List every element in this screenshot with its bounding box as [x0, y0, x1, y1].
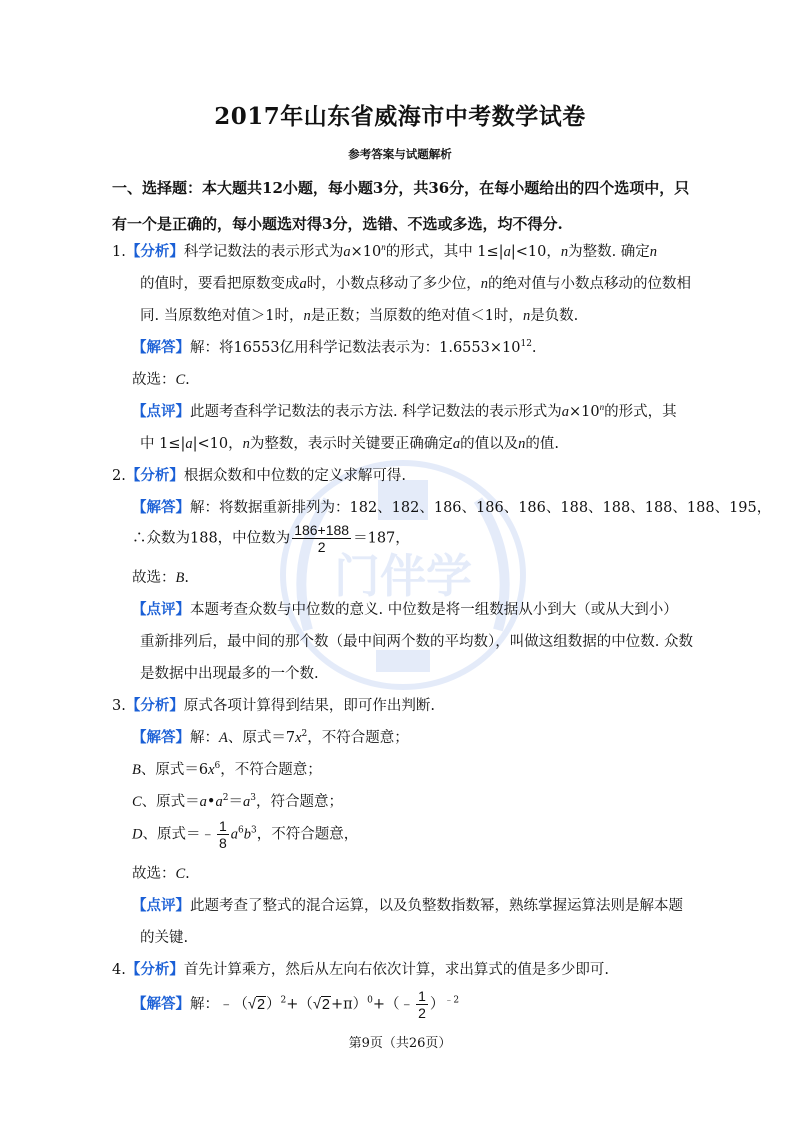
q3-comment-line-2: 的关键. — [140, 930, 189, 946]
text-run: 的绝对值与小数点移动的位数相 — [488, 276, 691, 292]
text-run: 故选： — [132, 570, 176, 586]
text-run: . — [185, 372, 190, 388]
text-run: 故选： — [132, 372, 176, 388]
text-run: 为整数，表示时关键要正确确定 — [249, 436, 453, 452]
q3-choice-line — [132, 862, 190, 883]
radicand: 2 — [321, 996, 330, 1013]
sqrt-expression: √2 — [312, 996, 330, 1013]
text-run: . — [184, 570, 189, 586]
exponent: 3 — [251, 825, 257, 836]
q2-answer-line-2 — [132, 522, 410, 555]
comment-tag: 【点评】 — [132, 601, 190, 618]
fraction-denominator: 8 — [218, 835, 227, 851]
math-var: b — [243, 826, 252, 843]
text-run: 故选： — [132, 866, 176, 882]
text-run: ，不符合题意； — [220, 762, 322, 778]
q1-comment-line-1: 【点评】此题考查科学记数法的表示方法. 科学记数法的表示形式为$a\times 10^n$的形式，其 — [132, 402, 677, 420]
q1-analysis-line-2 — [140, 272, 691, 293]
q1-answer-line — [132, 336, 537, 357]
text-run: 、原式＝ — [141, 794, 200, 810]
math-var: n — [560, 244, 569, 260]
q3-answer-a-line — [132, 726, 409, 747]
choice-letter: B — [175, 570, 185, 586]
math-var: a — [503, 244, 511, 260]
text-run: 根据众数和中位数的定义求解可得. — [183, 468, 406, 484]
option-letter: A — [219, 730, 228, 746]
text-run: |<10， — [510, 244, 561, 260]
text-run: 中 1≤| — [140, 436, 186, 452]
comment-tag: 【点评】 — [132, 403, 190, 420]
q4-analysis-line — [112, 958, 609, 979]
q3-analysis-line — [112, 694, 435, 715]
math-var: n — [381, 242, 386, 252]
text-run: 时，小数点移动了多少位， — [306, 276, 481, 292]
text-run: 的值. — [525, 436, 559, 452]
option-letter: C — [132, 794, 142, 810]
exponent: 0 — [367, 995, 373, 1006]
fraction-numerator: 186+188 — [294, 522, 350, 538]
math-var: x — [295, 730, 302, 746]
text-run: . — [185, 866, 190, 882]
exponent: ﹣2 — [444, 995, 460, 1006]
math-var: a — [199, 794, 207, 810]
fraction-denominator: 2 — [418, 1005, 426, 1021]
exponent: 3 — [250, 793, 256, 803]
text-run: ＝187， — [353, 530, 410, 547]
choice-letter: C — [175, 372, 186, 388]
sqrt-expression: √2 — [248, 996, 266, 1013]
q4-answer-line — [132, 988, 459, 1021]
text-run: ，不符合题意， — [256, 826, 359, 843]
section-header: 一、选择题：本大题共12小题，每小题3分，共36分，在每小题给出的四个选项中，只有一个是正确的，每小题选对得3分，选错、不选或多选，均不得分. — [112, 179, 690, 233]
text-run: 此题考查科学记数法的表示方法. 科学记数法的表示形式为 — [190, 404, 562, 420]
text-run: 、原式＝7 — [227, 730, 296, 746]
math-var: a — [452, 436, 461, 452]
text-run: +π） — [330, 996, 368, 1013]
text-run: 是负数. — [530, 308, 579, 324]
answer-tag: 【解答】 — [132, 499, 190, 516]
text-run: . — [531, 340, 537, 356]
exponent: 6 — [214, 761, 221, 771]
text-run: 的值时，要看把原数变成 — [140, 276, 300, 292]
text-run: ，符合题意； — [255, 794, 343, 810]
q3-comment-line-1 — [132, 894, 683, 915]
exponent: 6 — [238, 825, 244, 836]
text-run: 本题考查众数与中位数的意义. 中位数是将一组数据从小到大（或从大到小） — [190, 602, 678, 618]
math-var: n — [242, 436, 250, 452]
question-number: 3. — [112, 698, 126, 714]
page-footer: 第9页（共26页） — [348, 1036, 452, 1051]
text-run: 解：将数据重新排列为：182、182、186、186、186、188、188、188、188、195， — [190, 500, 772, 516]
math-var: n — [518, 436, 526, 452]
math-var: a — [561, 404, 569, 420]
math-var: n — [522, 308, 531, 324]
math-var: n — [480, 276, 488, 292]
math-var: x — [208, 762, 215, 778]
math-var: n — [599, 402, 605, 412]
analysis-tag: 【分析】 — [125, 243, 184, 260]
q1-analysis-line-1: 1.【分析】科学记数法的表示形式为$a\times 10^n$的形式，其中 1≤|a|<10，n为整数. 确定n — [112, 242, 658, 260]
exponent: 2 — [222, 793, 229, 803]
text-run: 为整数. 确定 — [568, 244, 650, 260]
q3-answer-d-line — [132, 818, 358, 851]
coefficient-fraction — [217, 818, 229, 851]
choice-letter: C — [175, 866, 186, 882]
q3-answer-c-line: C、原式$=a•a^2=a^3$，符合题意； — [132, 793, 343, 810]
radicand: 2 — [256, 996, 266, 1013]
text-run: 的值以及 — [460, 436, 519, 452]
text-run: 、原式＝6 — [140, 762, 209, 778]
text-run: +（ — [286, 996, 313, 1013]
analysis-tag: 【分析】 — [125, 961, 184, 978]
text-run: +（﹣ — [372, 996, 415, 1013]
half-fraction — [416, 988, 428, 1021]
text-run: 原式各项计算得到结果，即可作出判断. — [183, 698, 435, 714]
q1-analysis-line-3 — [140, 304, 578, 325]
q2-analysis-line — [112, 464, 406, 485]
exponent: 2 — [301, 729, 308, 739]
math-var: n — [303, 308, 311, 324]
text-run: 同. 当原数绝对值＞1时， — [140, 308, 304, 324]
fraction-denominator: 2 — [317, 539, 326, 555]
math-var: n — [649, 244, 658, 260]
math-var: a — [230, 826, 239, 843]
text-run: 此题考查了整式的混合运算，以及负整数指数幂，熟练掌握运算法则是解本题 — [190, 898, 683, 914]
fraction-numerator: 1 — [218, 818, 227, 834]
q2-choice-line — [132, 566, 189, 587]
text-run: ） — [266, 996, 281, 1013]
option-letter: D — [132, 826, 143, 843]
question-number: 2. — [112, 468, 126, 484]
text-run: 解： — [190, 730, 219, 746]
page-title: 2017年山东省威海市中考数学试卷 — [214, 103, 586, 130]
text-run: ∴众数为188，中位数为 — [132, 530, 291, 547]
math-var: a — [343, 244, 351, 260]
text-run: 是正数；当原数的绝对值＜1时， — [310, 308, 523, 324]
analysis-tag: 【分析】 — [125, 697, 184, 714]
median-fraction — [292, 522, 351, 555]
math-var: a — [185, 436, 193, 452]
watermark-text: 门伴学 — [334, 549, 472, 603]
exponent: 2 — [280, 995, 287, 1006]
q2-answer-line-1 — [132, 496, 771, 517]
math-var: a — [215, 794, 223, 810]
text-run: 首先计算乘方，然后从左向右依次计算，求出算式的值是多少即可. — [183, 962, 609, 978]
option-letter: B — [132, 762, 141, 778]
analysis-tag: 【分析】 — [125, 467, 184, 484]
text-run: 解：将16553亿用科学记数法表示为：1.6553×10 — [190, 340, 521, 356]
answer-tag: 【解答】 — [132, 339, 190, 356]
q3-answer-b-line — [132, 758, 322, 779]
fraction-numerator: 1 — [418, 988, 426, 1004]
text-run: 、原式＝﹣ — [142, 826, 215, 843]
exponent: 12 — [520, 339, 532, 349]
text-run: 的形式，其 — [604, 404, 677, 420]
math-var: a — [242, 794, 251, 810]
text-run: ，不符合题意； — [307, 730, 409, 746]
text-run: 解：﹣（ — [190, 996, 248, 1013]
q2-comment-line-3: 是数据中出现最多的一个数. — [140, 666, 319, 682]
q1-choice-line — [132, 368, 190, 389]
q2-comment-line-1 — [132, 598, 678, 619]
question-number: 4. — [112, 962, 126, 978]
text-run: 科学记数法的表示形式为 — [183, 244, 344, 260]
text-run: |<10， — [192, 436, 243, 452]
question-number: 1. — [112, 244, 126, 260]
q2-comment-line-2: 重新排列后，最中间的那个数（最中间两个数的平均数），叫做这组数据的中位数. 众数 — [140, 634, 693, 650]
page-subtitle: 参考答案与试题解析 — [348, 147, 452, 161]
comment-tag: 【点评】 — [132, 897, 190, 914]
answer-tag: 【解答】 — [132, 729, 190, 746]
math-var: a — [299, 276, 307, 292]
text-run: ） — [429, 996, 445, 1013]
q1-comment-line-2 — [140, 432, 559, 453]
answer-tag: 【解答】 — [132, 995, 190, 1013]
text-run: 的形式，其中 1≤| — [385, 244, 504, 260]
